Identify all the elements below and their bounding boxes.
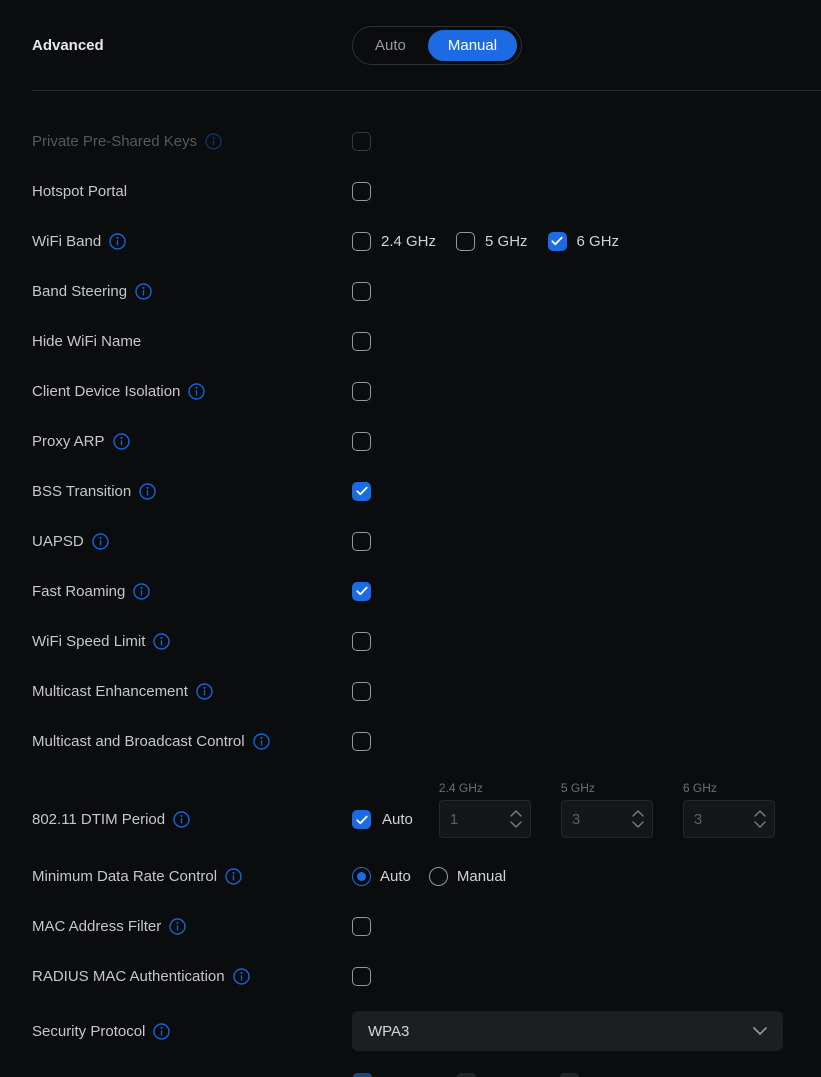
row-label xyxy=(32,800,352,838)
wifi-band-5ghz-label: 5 GHz xyxy=(485,232,528,250)
row-label-text: UAPSD xyxy=(32,532,84,550)
wifi-band-6ghz-checkbox[interactable] xyxy=(548,232,567,251)
row-label xyxy=(32,583,352,600)
wifi-band-6ghz[interactable] xyxy=(548,232,620,251)
row-label xyxy=(32,533,352,550)
wifi-band-options xyxy=(352,232,619,251)
row-label-text: RADIUS MAC Authentication xyxy=(32,967,225,985)
dtim-auto-label: Auto xyxy=(382,811,413,828)
row-multicast-broadcast-control xyxy=(32,716,821,766)
row-private-pre-shared-keys xyxy=(32,116,821,166)
min-data-rate-options xyxy=(352,867,506,886)
wifi-band-2-4ghz[interactable] xyxy=(352,232,436,251)
wifi-band-6ghz-label: 6 GHz xyxy=(576,232,620,250)
wifi-band-5ghz-checkbox[interactable] xyxy=(456,232,475,251)
row-label xyxy=(32,433,352,450)
min-data-rate-auto-radio[interactable] xyxy=(352,867,371,886)
info-icon[interactable] xyxy=(173,811,190,828)
dtim-6ghz-label: 6 GHz xyxy=(682,781,717,795)
info-icon xyxy=(205,133,222,150)
info-icon[interactable] xyxy=(153,1023,170,1040)
row-label xyxy=(32,868,352,885)
info-icon[interactable] xyxy=(92,533,109,550)
info-icon[interactable] xyxy=(233,968,250,985)
info-icon[interactable] xyxy=(153,633,170,650)
dtim-6ghz-input[interactable] xyxy=(684,811,744,828)
row-fast-roaming xyxy=(32,566,821,616)
row-label-text: WiFi Speed Limit xyxy=(32,632,146,650)
row-dtim-period xyxy=(32,782,821,838)
stepper-buttons xyxy=(510,801,522,837)
security-protocol-select[interactable] xyxy=(352,1011,783,1051)
dtim-5ghz-label: 5 GHz xyxy=(560,781,595,795)
dtim-auto-checkbox[interactable] xyxy=(352,810,371,829)
stepper-down-icon[interactable] xyxy=(632,821,644,828)
proxy-arp-checkbox[interactable] xyxy=(352,432,371,451)
advanced-mode-toggle[interactable] xyxy=(352,26,522,65)
row-uapsd xyxy=(32,516,821,566)
info-icon[interactable] xyxy=(139,483,156,500)
settings-rows xyxy=(0,91,821,1055)
row-label-text: Hide WiFi Name xyxy=(32,332,142,350)
min-data-rate-manual-radio[interactable] xyxy=(429,867,448,886)
row-label-text: Minimum Data Rate Control xyxy=(32,867,218,885)
row-label xyxy=(32,133,352,150)
dtim-auto-toggle[interactable] xyxy=(352,810,413,829)
cutoff-control-sliver xyxy=(457,1073,476,1077)
row-label-text: Client Device Isolation xyxy=(32,382,181,400)
bss-transition-checkbox[interactable] xyxy=(352,482,371,501)
row-label-text: Fast Roaming xyxy=(32,582,126,600)
dtim-5ghz-stepper[interactable] xyxy=(561,800,653,838)
dtim-5ghz-group xyxy=(561,782,653,838)
min-data-rate-auto-label: Auto xyxy=(380,867,411,885)
section-title: Advanced xyxy=(32,36,104,54)
row-label-text: Security Protocol xyxy=(32,1022,146,1040)
stepper-buttons xyxy=(632,801,644,837)
uapsd-checkbox[interactable] xyxy=(352,532,371,551)
toggle-option-manual[interactable]: Manual xyxy=(428,30,517,61)
row-band-steering xyxy=(32,266,821,316)
row-wifi-speed-limit xyxy=(32,616,821,666)
row-hide-wifi-name xyxy=(32,316,821,366)
row-multicast-enhancement xyxy=(32,666,821,716)
client-device-isolation-checkbox[interactable] xyxy=(352,382,371,401)
info-icon[interactable] xyxy=(109,233,126,250)
dtim-6ghz-stepper[interactable] xyxy=(683,800,775,838)
row-wifi-band xyxy=(32,216,821,266)
info-icon[interactable] xyxy=(135,283,152,300)
row-label-text: Hotspot Portal xyxy=(32,182,128,200)
stepper-up-icon[interactable] xyxy=(754,810,766,817)
row-minimum-data-rate-control xyxy=(32,851,821,901)
cutoff-control-sliver xyxy=(353,1073,372,1077)
row-mac-address-filter xyxy=(32,901,821,951)
cutoff-control-sliver xyxy=(560,1073,579,1077)
info-icon[interactable] xyxy=(253,733,270,750)
row-label xyxy=(32,633,352,650)
row-label-text: Proxy ARP xyxy=(32,432,105,450)
multicast-broadcast-control-checkbox[interactable] xyxy=(352,732,371,751)
wifi-band-2-4ghz-checkbox[interactable] xyxy=(352,232,371,251)
security-protocol-value: WPA3 xyxy=(368,1022,410,1040)
fast-roaming-checkbox[interactable] xyxy=(352,582,371,601)
stepper-down-icon[interactable] xyxy=(510,821,522,828)
row-label-text: MAC Address Filter xyxy=(32,917,162,935)
row-label xyxy=(32,233,352,250)
chevron-down-icon xyxy=(753,1027,767,1035)
dtim-2-4ghz-group xyxy=(439,782,531,838)
dtim-controls xyxy=(352,782,775,838)
row-label xyxy=(32,283,352,300)
wifi-speed-limit-checkbox[interactable] xyxy=(352,632,371,651)
row-client-device-isolation xyxy=(32,366,821,416)
private-pre-shared-keys-checkbox xyxy=(352,132,371,151)
row-label xyxy=(32,333,352,350)
radius-mac-authentication-checkbox[interactable] xyxy=(352,967,371,986)
dtim-2-4ghz-label: 2.4 GHz xyxy=(438,781,483,795)
hotspot-portal-checkbox[interactable] xyxy=(352,182,371,201)
advanced-section-header xyxy=(0,0,821,90)
row-label-text: 802.11 DTIM Period xyxy=(32,810,166,828)
info-icon[interactable] xyxy=(196,683,213,700)
info-icon[interactable] xyxy=(169,918,186,935)
stepper-up-icon[interactable] xyxy=(510,810,522,817)
stepper-down-icon[interactable] xyxy=(754,821,766,828)
multicast-enhancement-checkbox[interactable] xyxy=(352,682,371,701)
mac-address-filter-checkbox[interactable] xyxy=(352,917,371,936)
info-icon[interactable] xyxy=(225,868,242,885)
stepper-up-icon[interactable] xyxy=(632,810,644,817)
band-steering-checkbox[interactable] xyxy=(352,282,371,301)
info-icon[interactable] xyxy=(113,433,130,450)
dtim-2-4ghz-stepper[interactable] xyxy=(439,800,531,838)
dtim-5ghz-input[interactable] xyxy=(562,811,622,828)
row-label-text: WiFi Band xyxy=(32,232,102,250)
row-security-protocol xyxy=(32,1007,821,1055)
row-label xyxy=(32,383,352,400)
row-label xyxy=(32,683,352,700)
row-bss-transition xyxy=(32,466,821,516)
info-icon[interactable] xyxy=(188,383,205,400)
row-label-text: Band Steering xyxy=(32,282,128,300)
row-label xyxy=(32,968,352,985)
toggle-option-auto[interactable]: Auto xyxy=(375,36,406,54)
row-proxy-arp xyxy=(32,416,821,466)
info-icon[interactable] xyxy=(133,583,150,600)
min-data-rate-manual-label: Manual xyxy=(456,867,507,885)
stepper-buttons xyxy=(754,801,766,837)
min-data-rate-auto[interactable] xyxy=(352,867,411,886)
row-label xyxy=(32,183,352,200)
row-label xyxy=(32,483,352,500)
wifi-band-5ghz[interactable] xyxy=(456,232,528,251)
row-label xyxy=(32,733,352,750)
row-label-text: Private Pre-Shared Keys xyxy=(32,132,198,150)
row-label-text: BSS Transition xyxy=(32,482,132,500)
hide-wifi-name-checkbox[interactable] xyxy=(352,332,371,351)
wifi-band-2-4ghz-label: 2.4 GHz xyxy=(381,232,437,250)
row-label-text: Multicast Enhancement xyxy=(32,682,188,700)
dtim-6ghz-group xyxy=(683,782,775,838)
row-label xyxy=(32,1023,352,1040)
row-hotspot-portal xyxy=(32,166,821,216)
row-label xyxy=(32,918,352,935)
row-label-text: Multicast and Broadcast Control xyxy=(32,732,245,750)
dtim-2-4ghz-input[interactable] xyxy=(440,811,500,828)
row-radius-mac-authentication xyxy=(32,951,821,1001)
min-data-rate-manual[interactable] xyxy=(429,867,506,886)
